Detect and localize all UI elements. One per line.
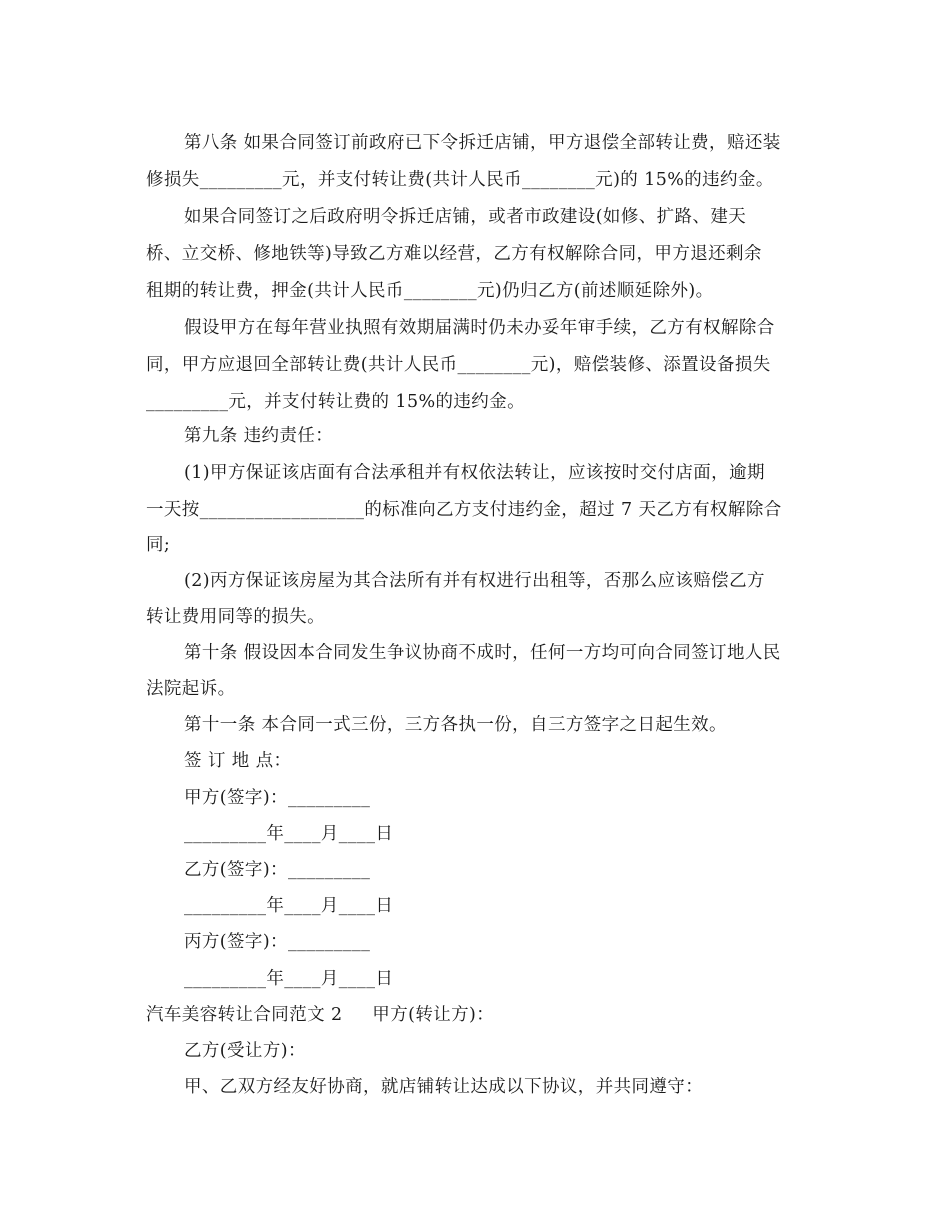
text-line: 假设甲方在每年营业执照有效期届满时仍未办妥年审手续，乙方有权解除合 (184, 318, 775, 338)
text-line: (2)丙方保证该房屋为其合法所有并有权进行出租等，否那么应该赔偿乙方 (184, 571, 765, 591)
party-c-signature: 丙方(签字)：_________ (184, 932, 371, 952)
party-b-signature: 乙方(签字)：_________ (184, 860, 371, 880)
text-line: 如果合同签订之后政府明令拆迁店铺，或者市政建设(如修、扩路、建天 (184, 207, 747, 227)
text-line: 第十条 假设因本合同发生争议协商不成时，任何一方均可向合同签订地人民 (184, 643, 781, 663)
text-line: _________元，并支付转让费的 15%的违约金。 (146, 392, 526, 412)
transferee-label: 乙方(受让方)： (184, 1041, 306, 1061)
second-contract-heading: 汽车美容转让合同范文 2 甲方(转让方)： (146, 1005, 495, 1025)
party-a-date: _________年____月____日 (184, 824, 394, 844)
signing-place-label: 签 订 地 点： (184, 751, 292, 771)
text-line: 修损失_________元，并支付转让费(共计人民币________元)的 15%的违约金。 (146, 170, 774, 190)
text-line: 桥、立交桥、修地铁等)导致乙方难以经营，乙方有权解除合同，甲方退还剩余 (146, 244, 762, 264)
text-line: 甲、乙双方经友好协商，就店铺转让达成以下协议，并共同遵守： (184, 1077, 704, 1097)
party-b-date: _________年____月____日 (184, 896, 394, 916)
text-line: 同，甲方应退回全部转让费(共计人民币________元)，赔偿装修、添置设备损失 (146, 355, 771, 375)
text-line: 第十一条 本合同一式三份，三方各执一份，自三方签字之日起生效。 (184, 715, 727, 735)
text-line: 一天按__________________的标准向乙方支付违约金，超过 7 天乙方有权解除合 (146, 500, 782, 520)
text-line: 转让费用同等的损失。 (146, 607, 325, 627)
text-line: 同; (146, 535, 171, 555)
party-c-date: _________年____月____日 (184, 969, 394, 989)
text-line: 法院起诉。 (146, 679, 236, 699)
text-line: 第九条 违约责任： (184, 426, 334, 446)
text-line: 租期的转让费，押金(共计人民币________元)仍归乙方(前述顺延除外)。 (146, 281, 714, 301)
text-line: 第八条 如果合同签订前政府已下令拆迁店铺，甲方退偿全部转让费，赔还装 (184, 133, 781, 153)
text-line: (1)甲方保证该店面有合法承租并有权依法转让，应该按时交付店面，逾期 (184, 463, 765, 483)
party-a-signature: 甲方(签字)：_________ (184, 788, 371, 808)
